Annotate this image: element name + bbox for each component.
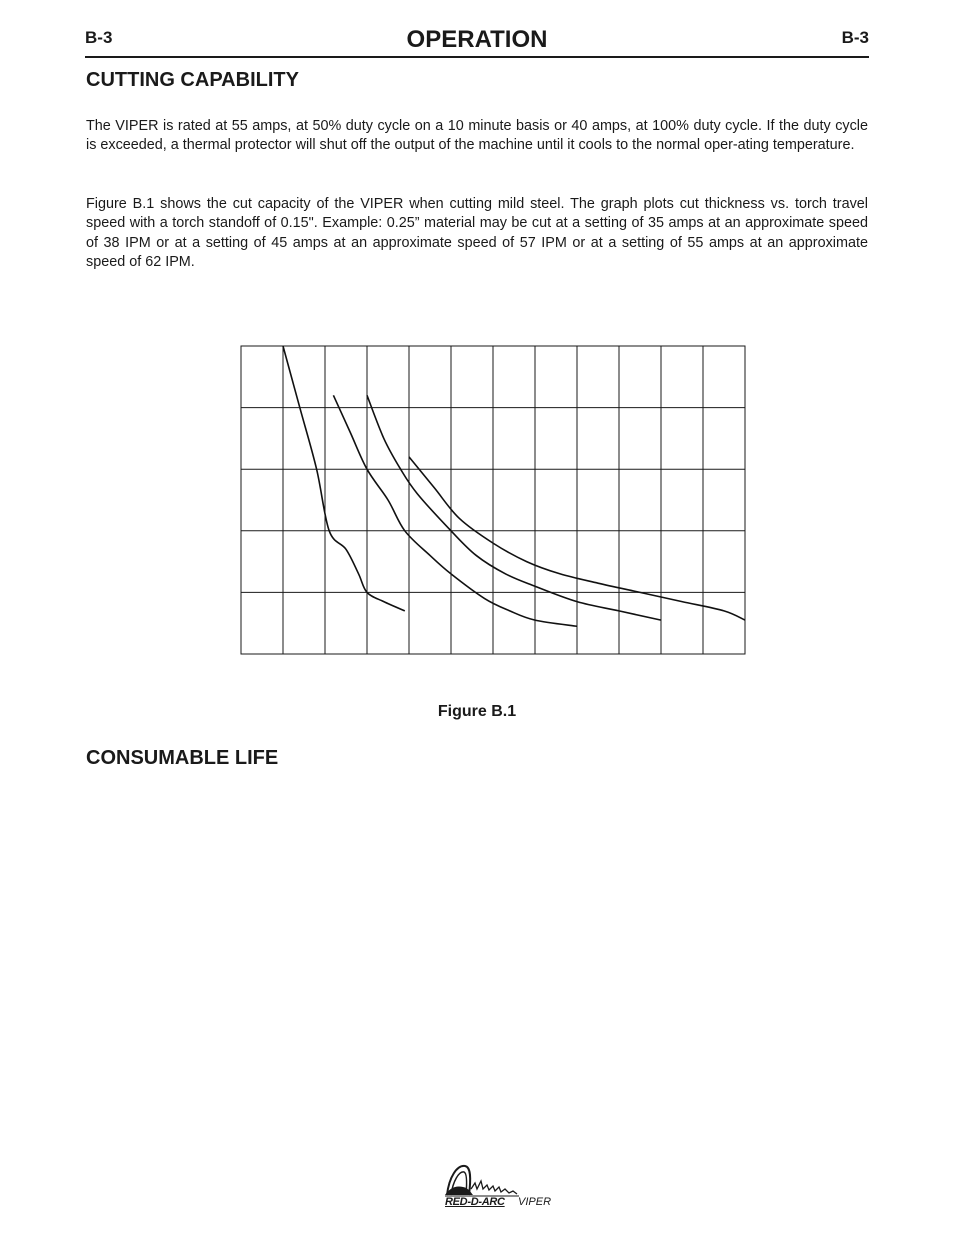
cut-capacity-paragraph: Figure B.1 shows the cut capacity of the VIPER when cutting mild steel. The graph plots cut thickness vs. torch travel speed with a torch standoff of 0.15". Example: 0.25” material may be cut at a setting of 35 amps at an approximate speed of 38 IPM or at a setting of 45 amps at an approximate speed of 57 IPM or at a setting of 55 amps at an approximate speed of 62 IPM. [86, 196, 868, 270]
figure-caption: Figure B.1 [437, 703, 517, 720]
consumable-life-heading: CONSUMABLE LIFE [86, 747, 279, 769]
cutting-capability-heading: CUTTING CAPABILITY [86, 69, 299, 91]
brand-name: RED-D-ARC [445, 1196, 505, 1208]
arc-logo-icon [443, 1163, 523, 1197]
page-title: OPERATION [406, 26, 548, 53]
chart-series [283, 346, 745, 626]
chart-grid [241, 346, 745, 654]
footer-logo [443, 1163, 563, 1211]
model-name: VIPER [518, 1196, 552, 1208]
duty-cycle-paragraph: The VIPER is rated at 55 amps, at 50% duty cycle on a 10 minute basis or 40 amps, at 100% duty cycle. If the duty cycle is exceeded, a thermal protector will shut off the output of the machine until it cools to the normal oper-ating temperature. [86, 118, 868, 154]
series-line-1 [283, 346, 405, 611]
series-line-2 [333, 395, 577, 626]
page-number-left: B-3 [85, 28, 113, 47]
page-number-right: B-3 [841, 28, 869, 47]
series-line-3 [367, 395, 661, 620]
